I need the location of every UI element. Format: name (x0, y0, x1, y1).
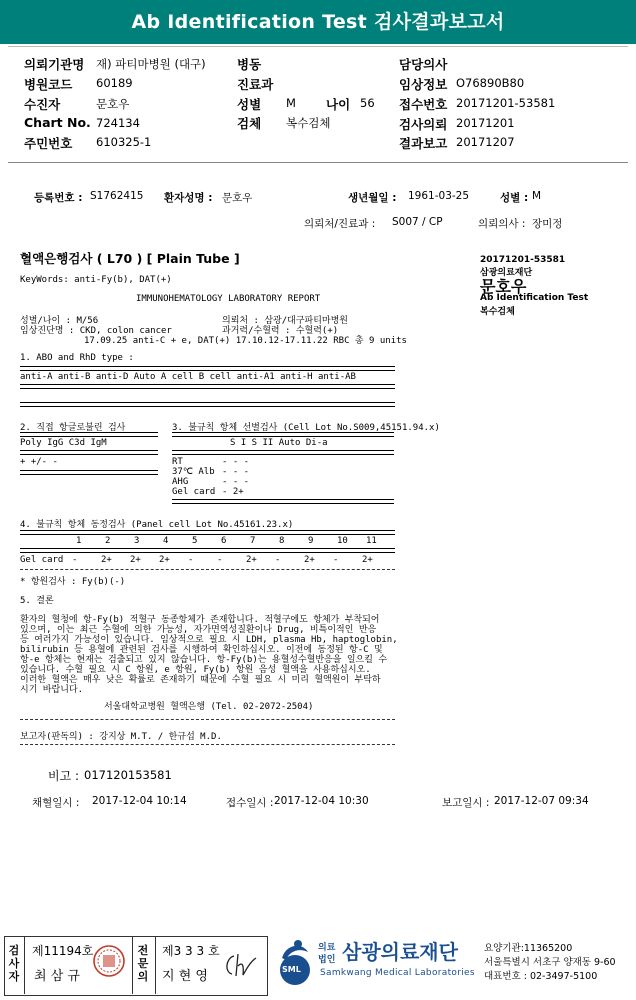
reg-label: 등록번호 : (34, 192, 83, 204)
section-3-columns: S I S II Auto Di-a (230, 438, 328, 448)
section-3-row-values: - 2+ (222, 487, 244, 497)
signature-icon (222, 950, 260, 980)
panel-cell-value: - (275, 555, 281, 565)
report-sex-label: 성별 : (500, 192, 529, 204)
info-label-chart-no: Chart No. (24, 115, 91, 130)
section-3-row-label: AHG (172, 477, 189, 487)
info-label-specimen: 검체 (237, 116, 262, 131)
info-label-resident-no: 주민번호 (24, 136, 73, 151)
report-sex-age: 성별/나이 : M/56 (20, 316, 99, 326)
divider (20, 548, 395, 553)
panel-cell-header: 8 (279, 536, 285, 546)
req-doctor-label: 의뢰의사 : (478, 218, 526, 230)
report-sex-value: M (532, 190, 542, 202)
info-value-clinical: O76890B80 (456, 76, 525, 90)
divider (20, 384, 395, 389)
received-value: 2017-12-04 10:30 (274, 795, 369, 807)
report-heading: IMMUNOHEMATOLOGY LABORATORY REPORT (136, 294, 321, 304)
panel-cell-value: 2+ (246, 555, 257, 565)
panel-cell-header: 11 (366, 536, 377, 546)
info-label-department: 진료과 (237, 77, 274, 92)
org-english-name: Samkwang Medical Laboratories (320, 968, 475, 978)
reporter: 보고자(판독의) : 강지상 M.T. / 한규섭 M.D. (20, 732, 222, 742)
conclusion-line: 있습니다. 수혈 필요 시 C 항원, e 항원, Fy(b) 항원 음성 혈액을 사용하십시오. (20, 665, 371, 675)
keywords: KeyWords: anti-Fy(b), DAT(+) (20, 275, 172, 285)
panel-cell-header: 9 (308, 536, 314, 546)
panel-cell-value: - (217, 555, 223, 565)
dept-value: S007 / CP (392, 216, 443, 228)
info-value-request-date: 20171201 (456, 116, 515, 130)
reg-number: S1762415 (90, 190, 144, 202)
stamp-test: Ab Identification Test (480, 293, 589, 303)
inspector-char: 사 (8, 957, 20, 970)
panel-cell-header: 3 (134, 536, 140, 546)
footer (0, 934, 636, 1000)
info-label-patient: 수진자 (24, 97, 61, 112)
divider (172, 432, 394, 437)
specialist-char: 전 (137, 944, 149, 957)
panel-cell-header: 6 (221, 536, 227, 546)
panel-cell-value: 2+ (101, 555, 112, 565)
info-label-sex: 성별 (237, 97, 262, 112)
section-2-title: 2. 직접 항글로불린 검사 (20, 423, 126, 433)
section-1-columns: anti-A anti-B anti-D Auto A cell B cell anti-A1 anti-H anti-AB (20, 372, 356, 382)
info-value-patient: 문호우 (96, 97, 130, 111)
section-4-title: 4. 불규칙 항체 동정검사 (Panel cell Lot No.45161.23.x) (20, 520, 294, 530)
section-5-title: 5. 결론 (20, 596, 54, 606)
conclusion-line: 있으며, 이는 최근 수혈에 의한 가능성, 자가면역성질환이나 Drug, 비특이적인 반응 (20, 625, 377, 635)
patient-name: 문호우 (222, 192, 253, 204)
received-label: 접수일시 : (226, 797, 274, 809)
info-value-receipt-no: 20171201-53581 (456, 96, 556, 110)
panel-cell-value: - (72, 555, 78, 565)
stamp-org: 삼광의료재단 (480, 268, 533, 278)
panel-cell-value: 2+ (159, 555, 170, 565)
header-divider (8, 46, 628, 47)
section-3-row-values: - - - (222, 457, 250, 467)
info-value-specimen: 복수검체 (286, 116, 331, 130)
dob-value: 1961-03-25 (408, 190, 470, 202)
divider (20, 569, 395, 570)
section-2-values: + +/- - (20, 457, 58, 467)
panel-cell-header: 7 (250, 536, 256, 546)
specialist-char: 문 (137, 957, 149, 970)
panel-cell-value: 2+ (130, 555, 141, 565)
conclusion-line: 이러한 혈액은 매우 낮은 확률로 존재하기 때문에 수혈 필요 시 미리 혈액원이 부탁하 (20, 675, 381, 685)
panel-cell-value: 2+ (362, 555, 373, 565)
panel-cell-value: 2+ (304, 555, 315, 565)
divider (20, 432, 158, 437)
panel-cell-header: 2 (105, 536, 111, 546)
info-label-report-date: 결과보고 (399, 136, 448, 151)
seal-icon (92, 944, 126, 978)
divider (20, 744, 395, 745)
divider (20, 366, 395, 371)
panel-cell-header: 5 (192, 536, 198, 546)
panel-cell-header: 1 (76, 536, 82, 546)
divider (20, 450, 158, 455)
divider (20, 530, 395, 535)
info-label-institution: 의뢰기관명 (24, 57, 85, 72)
reported-label: 보고일시 : (442, 797, 490, 809)
sml-logo-icon (272, 938, 318, 988)
info-divider (8, 162, 628, 163)
divider (172, 450, 394, 455)
stamp-number: 20171201-53581 (480, 255, 566, 265)
dob-label: 생년월일 : (348, 192, 397, 204)
panel-cell-header: 10 (337, 536, 348, 546)
panel-cell-header: 4 (163, 536, 169, 546)
divider (20, 402, 395, 407)
info-label-hospital-code: 병원코드 (24, 77, 73, 92)
hospital-line: 서울대학교병원 혈액은행 (Tel. 02-2072-2504) (104, 702, 314, 712)
divider (172, 499, 394, 504)
inspector-name: 최 삼 규 (34, 969, 80, 984)
dept-label: 의뢰처/진료과 : (304, 218, 376, 230)
info-label-doctor: 담당의사 (399, 57, 448, 72)
collected-value: 2017-12-04 10:14 (92, 795, 187, 807)
panel-cell-value: - (333, 555, 339, 565)
institution-code: 요양기관:11365200 (484, 943, 573, 954)
note-label: 비고 : (48, 769, 80, 783)
history-line2: 17.09.25 anti-C + e, DAT(+) 17.10.12-17.11.22 RBC 총 9 units (84, 336, 407, 346)
section-3-row-label: 37℃ Alb (172, 467, 215, 477)
conclusion-line: 등 여러가지 가능성이 있습니다. 임상적으로 필요 시 LDH, plasma Hb, haptoglobin, (20, 635, 398, 645)
test-title: 혈액은행검사 ( L70 ) [ Plain Tube ] (20, 251, 240, 266)
info-value-sex: M (286, 96, 296, 110)
page-title: Ab Identification Test 검사결과보고서 (131, 11, 505, 33)
section-3-title: 3. 불규칙 항체 선별검사 (Cell Lot No.S009,45151.94.x) (172, 423, 440, 433)
divider (20, 470, 158, 475)
stamp-specimen: 복수검체 (480, 307, 515, 317)
history: 과거력/수혈력 : 수혈력(+) (222, 326, 339, 336)
report-requester: 의뢰처 : 삼광/대구파티마병원 (222, 316, 349, 326)
info-label-receipt-no: 접수번호 (399, 97, 448, 112)
info-label-ward: 병동 (237, 57, 262, 72)
antigen-test: * 항원검사 : Fy(b)(-) (20, 577, 126, 587)
phone: 대표번호 : 02-3497-5100 (484, 971, 598, 982)
info-value-chart-no: 724134 (96, 116, 140, 130)
note-value: 017120153581 (84, 768, 172, 782)
panel-cell-value: - (188, 555, 194, 565)
patient-name-label: 환자성명 : (164, 192, 213, 204)
address: 서울특별시 서초구 양재동 9-60 (484, 957, 616, 968)
inspector-char: 검 (8, 944, 20, 957)
conclusion-line: bilirubin 등 용혈에 관련된 검사를 시행하여 확인하십시오. 이전에 동정된 항-C 및 (20, 645, 383, 655)
info-label-clinical: 임상정보 (399, 77, 448, 92)
section-3-row-label: RT (172, 457, 183, 467)
info-value-institution: 재) 파티마병원 (대구) (96, 57, 206, 71)
collected-label: 채혈일시 : (32, 797, 80, 809)
section-3-row-values: - - - (222, 477, 250, 487)
section-3-row-label: Gel card (172, 487, 216, 497)
divider (20, 719, 395, 720)
logo-badge: SML (282, 965, 301, 974)
clinical-diagnosis: 임상진단명 : CKD, colon cancer (20, 326, 172, 336)
info-value-hospital-code: 60189 (96, 76, 133, 90)
info-label-age: 나이 (326, 97, 351, 112)
org-prefix-bottom: 법인 (318, 955, 336, 965)
info-value-report-date: 20171207 (456, 135, 515, 149)
info-value-age: 56 (360, 96, 375, 110)
inspector-license: 제11194호 (32, 944, 94, 958)
org-prefix-top: 의료 (318, 943, 336, 953)
conclusion-line: 시기 바랍니다. (20, 685, 84, 695)
reported-value: 2017-12-07 09:34 (494, 795, 589, 807)
section-3-row-values: - - - (222, 467, 250, 477)
specialist-char: 의 (137, 970, 149, 983)
conclusion-line: 환자의 혈청에 항-Fy(b) 적혈구 동종항체가 존재합니다. 적혈구에도 항체가 부착되어 (20, 615, 380, 625)
org-name: 삼광의료재단 (342, 940, 458, 964)
section-2-columns: Poly IgG C3d IgM (20, 438, 107, 448)
req-doctor-value: 장미정 (532, 218, 563, 230)
info-label-request-date: 검사의뢰 (399, 117, 448, 132)
stamp-name: 문호우 (480, 277, 527, 296)
inspector-char: 자 (8, 970, 20, 983)
specialist-name: 지 현 영 (162, 969, 208, 984)
conclusion-line: 항-e 항체는 현재는 검출되고 있지 않습니다. 항-Fy(b)는 용혈성수혈반응을 일으킬 수 (20, 655, 388, 665)
section-4-row-label: Gel card (20, 555, 64, 565)
section-1-title: 1. ABO and RhD type : (20, 353, 134, 363)
specialist-license: 제3 3 3 호 (162, 944, 220, 958)
info-value-resident-no: 610325-1 (96, 135, 152, 149)
